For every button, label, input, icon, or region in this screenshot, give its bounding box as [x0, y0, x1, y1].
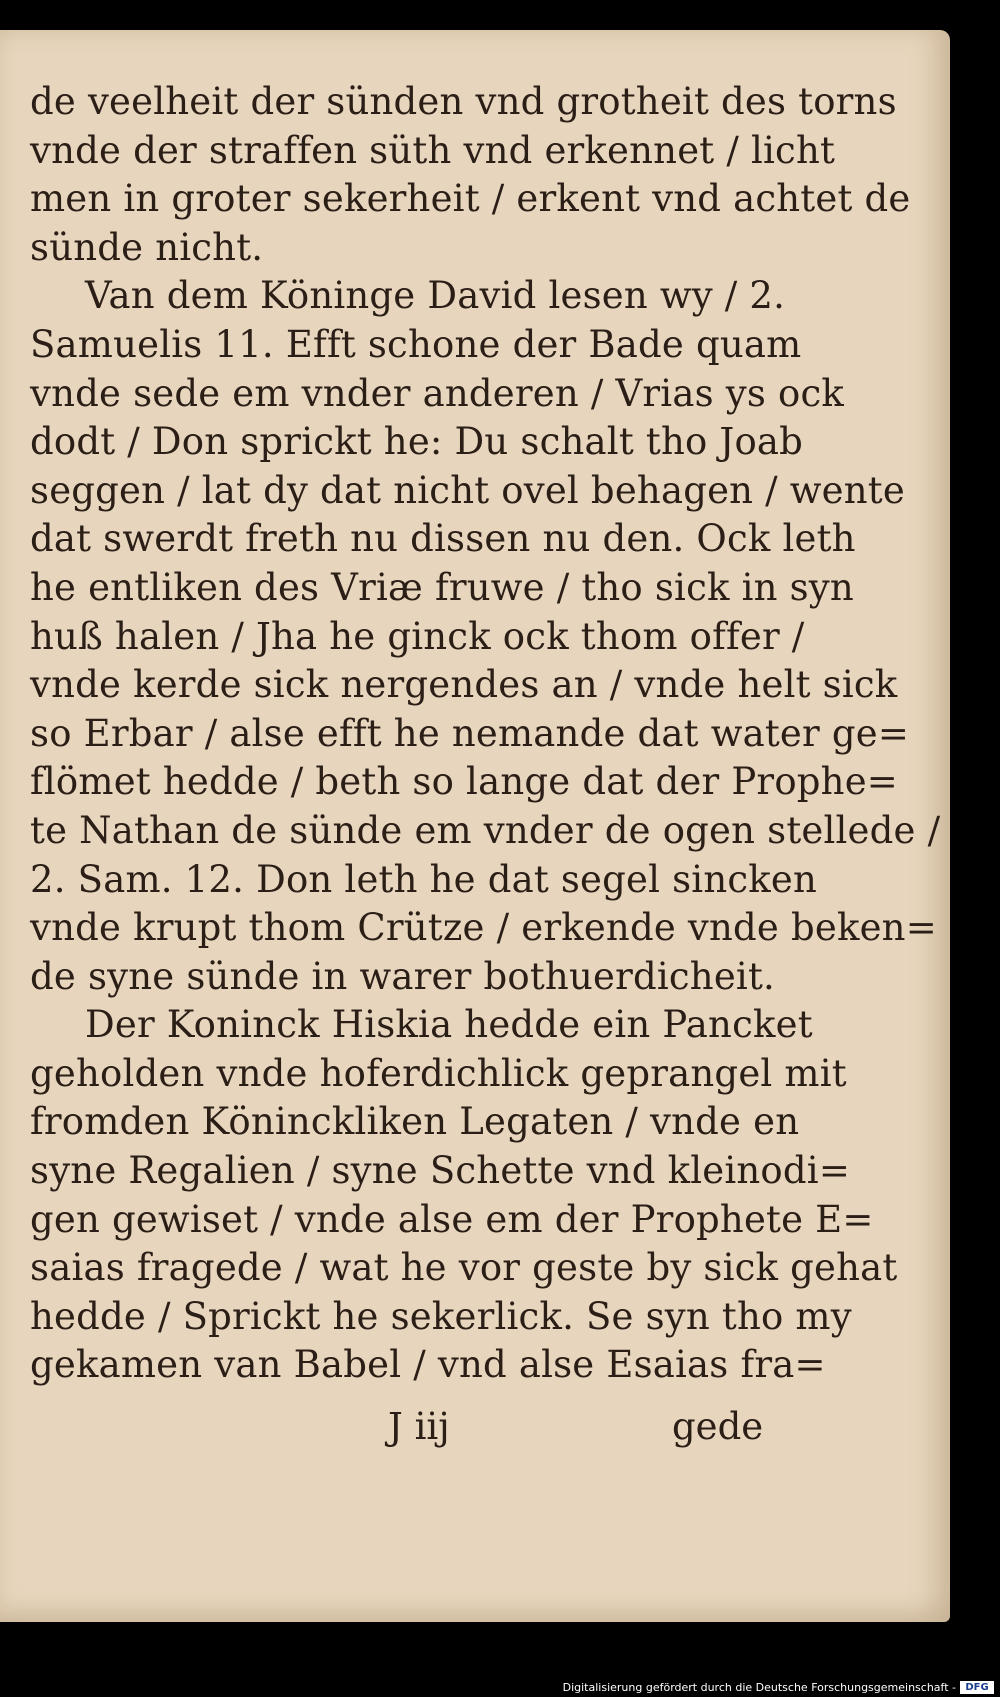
- text-line: so Erbar / alse efft he nemande dat water ge=: [30, 711, 910, 755]
- text-line: gekamen van Babel / vnd alse Esaias fra=: [30, 1343, 826, 1387]
- digitization-credit: Digitalisierung gefördert durch die Deutsche Forschungsgemeinschaft -: [562, 1681, 956, 1694]
- text-line: dat swerdt freth nu dissen nu den. Ock leth: [30, 517, 856, 561]
- page-text: [30, 78, 941, 1390]
- text-line: Van dem Köninge David lesen wy / 2.: [85, 274, 786, 318]
- text-line: huß halen / Jha he ginck ock thom offer /: [30, 614, 805, 658]
- text-line: dodt / Don sprickt he: Du schalt tho Joab: [30, 420, 804, 464]
- text-line: fromden Köninckliken Legaten / vnde en: [30, 1100, 800, 1144]
- text-line: 2. Sam. 12. Don leth he dat segel sincken: [30, 857, 818, 901]
- text-line: gen gewiset / vnde alse em der Prophete E=: [30, 1197, 874, 1241]
- text-line: men in groter sekerheit / erkent vnd achtet de: [30, 177, 911, 221]
- text-line: vnde krupt thom Crütze / erkende vnde beken=: [30, 906, 937, 950]
- text-line: Der Koninck Hiskia hedde ein Pancket: [85, 1003, 813, 1047]
- catchword: gede: [672, 1405, 764, 1448]
- text-line: vnde kerde sick nergendes an / vnde helt sick: [30, 663, 898, 707]
- text-line: vnde der straffen süth vnd erkennet / licht: [30, 128, 836, 172]
- text-line: hedde / Sprickt he sekerlick. Se syn tho my: [30, 1294, 852, 1338]
- text-line: syne Regalien / syne Schette vnd kleinodi=: [30, 1149, 851, 1193]
- text-line: de veelheit der sünden vnd grotheit des torns: [30, 80, 897, 123]
- signature-mark: J iij: [388, 1405, 450, 1448]
- text-line: saias fragede / wat he vor geste by sick gehat: [30, 1246, 898, 1290]
- text-line: geholden vnde hoferdichlick geprangel mit: [30, 1051, 847, 1095]
- text-line: de syne sünde in warer bothuerdicheit.: [30, 954, 775, 998]
- dfg-logo: DFG: [960, 1681, 994, 1694]
- text-line: seggen / lat dy dat nicht ovel behagen / wente: [30, 468, 905, 512]
- text-line: he entliken des Vriæ fruwe / tho sick in syn: [30, 565, 854, 609]
- text-line: sünde nicht.: [30, 225, 264, 269]
- text-line: vnde sede em vnder anderen / Vrias ys ock: [30, 371, 844, 415]
- text-line: te Nathan de sünde em vnder de ogen stellede /: [30, 808, 941, 852]
- text-line: Samuelis 11. Efft schone der Bade quam: [30, 322, 802, 366]
- text-line: flömet hedde / beth so lange dat der Prophe=: [30, 760, 899, 804]
